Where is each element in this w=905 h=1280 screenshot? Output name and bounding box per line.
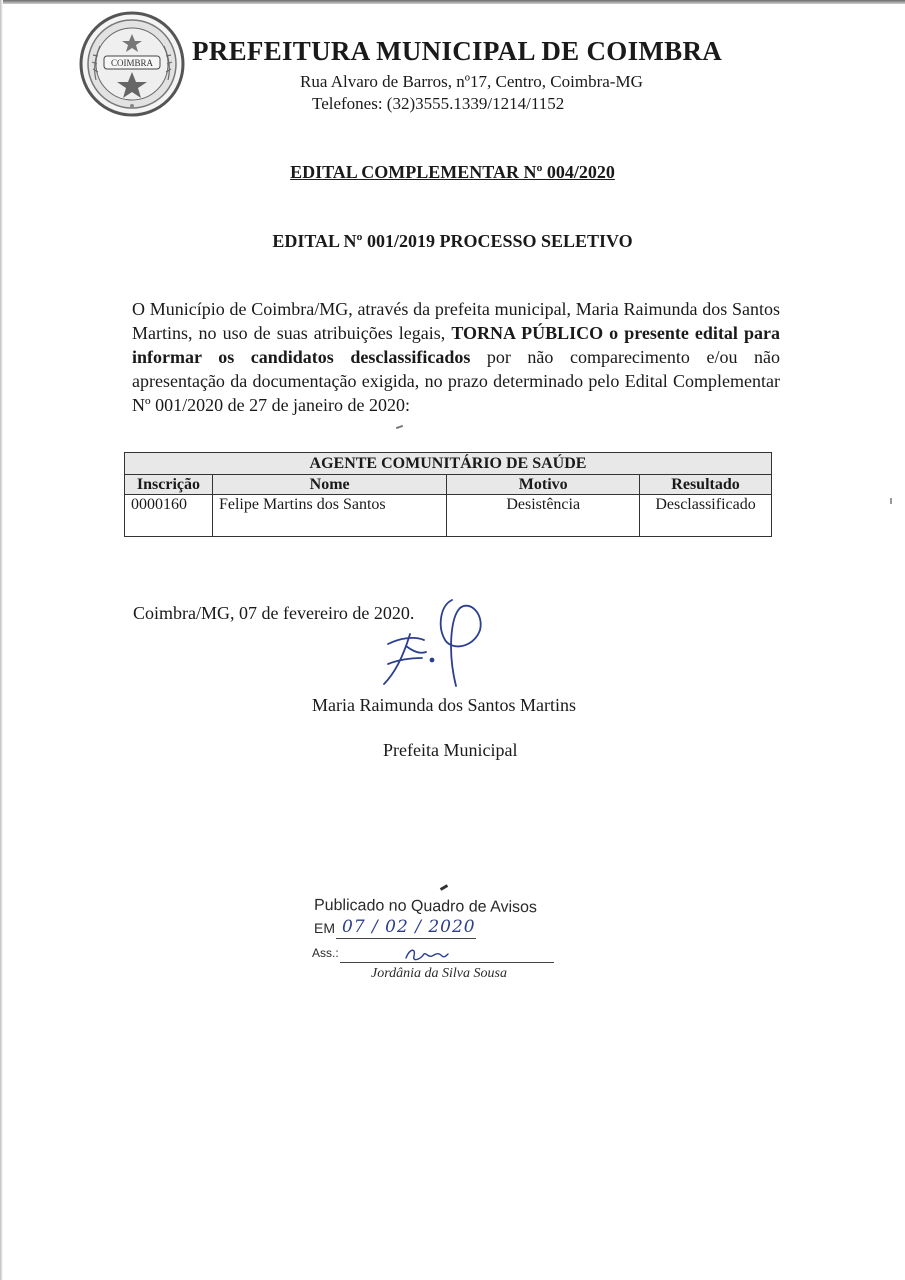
publication-stamp-title: Publicado no Quadro de Avisos — [313, 896, 538, 917]
scan-top-edge — [0, 0, 905, 4]
cell-nome: Felipe Martins dos Santos — [212, 495, 446, 537]
header-address: Rua Alvaro de Barros, nº17, Centro, Coimbra-MG — [300, 72, 643, 91]
table-header-row — [125, 475, 772, 495]
paragraph-bold: TORNA PÚBLICO o presente edital para informar os candidatos desclassificados — [132, 323, 780, 367]
paragraph-part2: por não comparecimento e/ou não apresentação da documentação exigida, no prazo determinado pelo Edital Complementar Nº 001/2020 de 27 de janeiro de 2020: — [132, 347, 780, 415]
stamp-date-line — [336, 938, 476, 939]
signer-role: Prefeita Municipal — [383, 740, 518, 760]
cell-inscricao: 0000160 — [125, 495, 213, 537]
date-line: Coimbra/MG, 07 de fevereiro de 2020. — [133, 603, 415, 623]
body-paragraph — [132, 297, 780, 417]
results-table — [124, 452, 772, 537]
cell-resultado: Desclassificado — [640, 495, 772, 537]
scan-left-edge — [0, 0, 3, 1280]
header-title: PREFEITURA MUNICIPAL DE COIMBRA — [192, 36, 723, 66]
table-row — [125, 495, 772, 537]
signer-name: Maria Raimunda dos Santos Martins — [312, 695, 576, 715]
scan-speck — [396, 425, 403, 429]
edital-processo-heading: EDITAL Nº 001/2019 PROCESSO SELETIVO — [272, 231, 633, 251]
table-title-row — [125, 453, 772, 475]
scan-speck — [440, 884, 448, 891]
header-phones: Telefones: (32)3555.1339/1214/1152 — [312, 94, 565, 113]
seal-text: COIMBRA — [110, 58, 154, 68]
stamp-em-label: EM — [314, 920, 335, 936]
table-title: AGENTE COMUNITÁRIO DE SAÚDE — [125, 453, 772, 475]
column-header-resultado: Resultado — [640, 475, 772, 495]
scan-speck — [890, 498, 892, 504]
cell-motivo: Desistência — [447, 495, 640, 537]
stamp-handwritten-date: 07 / 02 / 2020 — [342, 917, 476, 937]
stamp-ass-label: Ass.: — [312, 946, 339, 960]
stamp-initials-signature — [402, 944, 450, 964]
column-header-inscricao: Inscrição — [125, 475, 213, 495]
stamp-person-name: Jordânia da Silva Sousa — [371, 966, 507, 981]
edital-complementar-heading: EDITAL COMPLEMENTAR Nº 004/2020 — [290, 162, 615, 182]
municipal-seal-logo — [78, 10, 186, 118]
column-header-motivo: Motivo — [447, 475, 640, 495]
column-header-nome: Nome — [212, 475, 446, 495]
paragraph-part1: O Município de Coimbra/MG, através da prefeita municipal, Maria Raimunda dos Santos Martins, no uso de suas atribuições legais, — [132, 299, 780, 343]
stamp-signature-line — [340, 962, 554, 963]
handwritten-signature — [370, 594, 490, 690]
